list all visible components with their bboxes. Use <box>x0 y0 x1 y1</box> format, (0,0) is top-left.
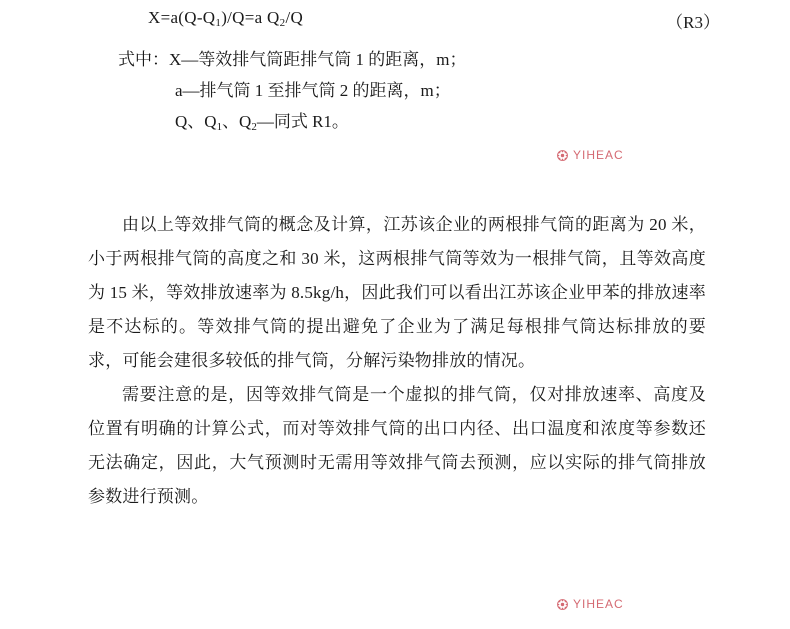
watermark-top <box>556 148 624 162</box>
definition-line-3-part-2: 、Q <box>222 112 252 131</box>
definition-line-2: a—排气筒 1 至排气筒 2 的距离，m； <box>175 81 451 100</box>
formula-expression <box>148 8 303 29</box>
formula-subscript-2: 2 <box>279 16 286 29</box>
formula-part-2: )/Q=a Q <box>221 8 280 27</box>
definition-line-3-part-1: Q、Q <box>175 112 217 131</box>
formula-subscript-1: 1 <box>215 16 222 29</box>
definition-line-1: 式中：X—等效排气筒距排气筒 1 的距离，m； <box>118 50 467 69</box>
gear-icon <box>556 149 569 162</box>
definition-block <box>0 44 790 143</box>
body-text <box>88 208 706 514</box>
definition-line-3-subscript-2: 2 <box>251 120 257 133</box>
watermark-bottom <box>556 597 624 611</box>
gear-icon <box>556 598 569 611</box>
formula-row <box>0 8 790 38</box>
formula-part-3: /Q <box>285 8 304 27</box>
definition-line-3-part-3: —同式 R1。 <box>256 112 349 131</box>
watermark-label: YIHEAC <box>573 148 624 162</box>
paragraph-1: 由以上等效排气筒的概念及计算，江苏该企业的两根排气筒的距离为 20 米，小于两根排气筒的高度之和 30 米，这两根排气筒等效为一根排气筒，且等效高度为 15 米，等效排放速率为 8.5kg/h，因此我们可以看出江苏该企业甲苯的排放速率是不达标的。等效排气筒的提出避免了企业为了满足每根排气筒达标排放的要求，可能会建很多较低的排气筒，分解污染物排放的情况。 <box>88 215 706 370</box>
formula-part-1: X=a(Q-Q <box>148 8 216 27</box>
definition-line-3 <box>0 106 790 143</box>
formula-number-label: （R3） <box>666 13 720 32</box>
paragraph-2: 需要注意的是，因等效排气筒是一个虚拟的排气筒，仅对排放速率、高度及位置有明确的计算公式，而对等效排气筒的出口内径、出口温度和浓度等参数还无法确定，因此，大气预测时无需用等效排气筒去预测，应以实际的排气筒排放参数进行预测。 <box>88 385 706 506</box>
watermark-label: YIHEAC <box>573 597 624 611</box>
definition-line-3-subscript-1: 1 <box>216 120 223 133</box>
